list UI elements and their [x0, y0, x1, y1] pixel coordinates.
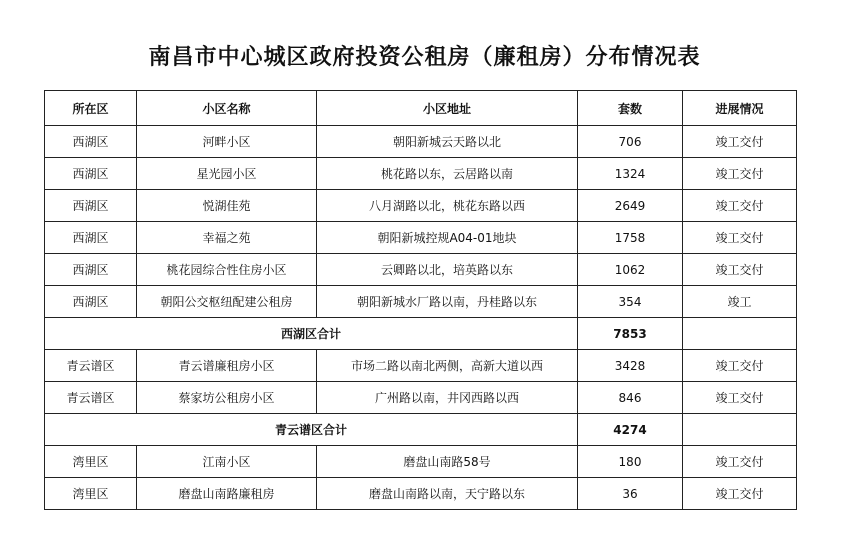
header-district: 所在区: [45, 91, 137, 126]
cell-status: 竣工交付: [683, 350, 797, 382]
cell-name: 星光园小区: [137, 158, 317, 190]
cell-status: 竣工交付: [683, 446, 797, 478]
cell-units: 1758: [578, 222, 683, 254]
cell-address: 广州路以南，井冈西路以西: [317, 382, 578, 414]
header-address: 小区地址: [317, 91, 578, 126]
table-row: [45, 222, 797, 254]
subtotal-units: 4274: [578, 414, 683, 446]
subtotal-status: [683, 318, 797, 350]
table-row: [45, 478, 797, 510]
cell-district: 湾里区: [45, 478, 137, 510]
cell-district: 西湖区: [45, 126, 137, 158]
cell-name: 蔡家坊公租房小区: [137, 382, 317, 414]
cell-address: 磨盘山南路以南，天宁路以东: [317, 478, 578, 510]
table-body: [45, 126, 797, 510]
subtotal-row: [45, 414, 797, 446]
cell-status: 竣工交付: [683, 126, 797, 158]
cell-address: 桃花路以东，云居路以南: [317, 158, 578, 190]
cell-status: 竣工交付: [683, 382, 797, 414]
cell-name: 朝阳公交枢纽配建公租房: [137, 286, 317, 318]
cell-district: 西湖区: [45, 222, 137, 254]
cell-name: 幸福之苑: [137, 222, 317, 254]
cell-units: 180: [578, 446, 683, 478]
cell-units: 1324: [578, 158, 683, 190]
cell-district: 青云谱区: [45, 350, 137, 382]
cell-name: 青云谱廉租房小区: [137, 350, 317, 382]
cell-district: 西湖区: [45, 254, 137, 286]
subtotal-row: [45, 318, 797, 350]
cell-status: 竣工交付: [683, 158, 797, 190]
header-units: 套数: [578, 91, 683, 126]
cell-units: 2649: [578, 190, 683, 222]
cell-name: 江南小区: [137, 446, 317, 478]
cell-units: 1062: [578, 254, 683, 286]
cell-district: 西湖区: [45, 190, 137, 222]
cell-address: 朝阳新城水厂路以南，丹桂路以东: [317, 286, 578, 318]
cell-status: 竣工交付: [683, 222, 797, 254]
cell-units: 36: [578, 478, 683, 510]
cell-status: 竣工交付: [683, 190, 797, 222]
cell-status: 竣工: [683, 286, 797, 318]
cell-name: 河畔小区: [137, 126, 317, 158]
cell-status: 竣工交付: [683, 478, 797, 510]
cell-name: 磨盘山南路廉租房: [137, 478, 317, 510]
subtotal-label: 青云谱区合计: [45, 414, 578, 446]
cell-name: 悦湖佳苑: [137, 190, 317, 222]
cell-address: 磨盘山南路58号: [317, 446, 578, 478]
cell-address: 云卿路以北，培英路以东: [317, 254, 578, 286]
cell-name: 桃花园综合性住房小区: [137, 254, 317, 286]
cell-district: 西湖区: [45, 286, 137, 318]
header-name: 小区名称: [137, 91, 317, 126]
subtotal-units: 7853: [578, 318, 683, 350]
table-row: [45, 350, 797, 382]
table-row: [45, 126, 797, 158]
cell-address: 市场二路以南北两侧，高新大道以西: [317, 350, 578, 382]
subtotal-label: 西湖区合计: [45, 318, 578, 350]
cell-address: 朝阳新城云天路以北: [317, 126, 578, 158]
cell-address: 八月湖路以北，桃花东路以西: [317, 190, 578, 222]
cell-district: 西湖区: [45, 158, 137, 190]
housing-distribution-table: [44, 90, 797, 510]
cell-district: 青云谱区: [45, 382, 137, 414]
table-row: [45, 382, 797, 414]
table-row: [45, 158, 797, 190]
table-row: [45, 190, 797, 222]
cell-district: 湾里区: [45, 446, 137, 478]
table-row: [45, 286, 797, 318]
cell-units: 354: [578, 286, 683, 318]
table-header-row: [45, 91, 797, 126]
cell-units: 706: [578, 126, 683, 158]
document-title: 南昌市中心城区政府投资公租房（廉租房）分布情况表: [148, 45, 701, 70]
header-status: 进展情况: [683, 91, 797, 126]
cell-units: 3428: [578, 350, 683, 382]
cell-address: 朝阳新城控规A04-01地块: [317, 222, 578, 254]
cell-status: 竣工交付: [683, 254, 797, 286]
cell-units: 846: [578, 382, 683, 414]
subtotal-status: [683, 414, 797, 446]
table-row: [45, 254, 797, 286]
table-row: [45, 446, 797, 478]
